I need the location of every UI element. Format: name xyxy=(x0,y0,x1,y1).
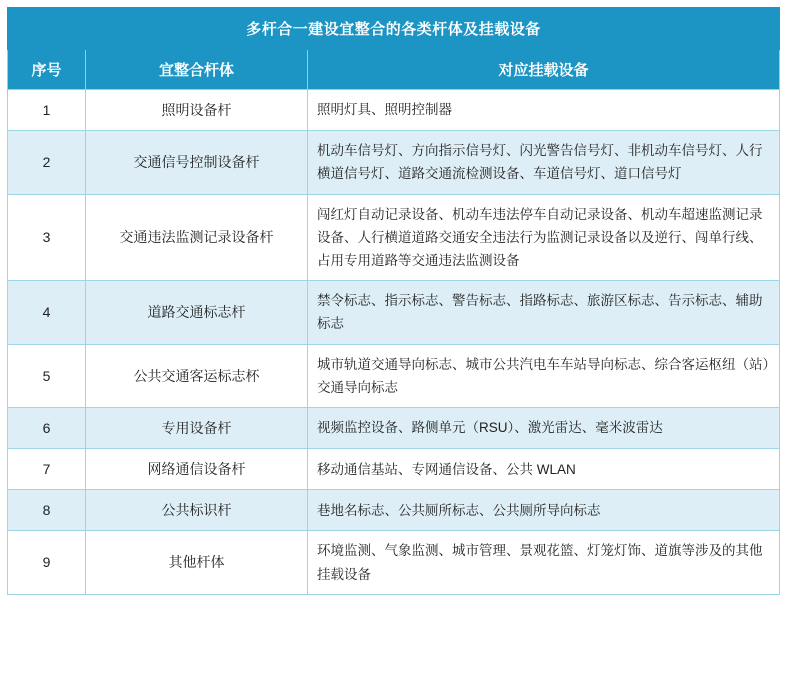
table-body xyxy=(8,90,780,595)
row-equipment-list: 闯红灯自动记录设备、机动车违法停车自动记录设备、机动车超速监测记录设备、人行横道道路交通安全违法行为监测记录设备以及逆行、闯单行线、占用专用道路等交通违法监测设备 xyxy=(308,194,780,281)
table-row xyxy=(8,90,780,131)
row-index: 4 xyxy=(8,281,86,344)
row-pole-type: 其他杆体 xyxy=(86,531,308,594)
row-pole-type: 网络通信设备杆 xyxy=(86,449,308,490)
row-equipment-list: 巷地名标志、公共厕所标志、公共厕所导向标志 xyxy=(308,490,780,531)
row-index: 8 xyxy=(8,490,86,531)
row-equipment-list: 城市轨道交通导向标志、城市公共汽电车车站导向标志、综合客运枢纽（站）交通导向标志 xyxy=(308,344,780,407)
column-header-index: 序号 xyxy=(8,50,86,90)
table-row xyxy=(8,344,780,407)
row-index: 5 xyxy=(8,344,86,407)
row-index: 9 xyxy=(8,531,86,594)
row-pole-type: 道路交通标志杆 xyxy=(86,281,308,344)
row-index: 6 xyxy=(8,408,86,449)
row-pole-type: 照明设备杆 xyxy=(86,90,308,131)
row-equipment-list: 视频监控设备、路侧单元（RSU）、激光雷达、毫米波雷达 xyxy=(308,408,780,449)
table-column-headers xyxy=(8,50,780,90)
row-index: 7 xyxy=(8,449,86,490)
table-row xyxy=(8,281,780,344)
pole-integration-table-container xyxy=(0,7,786,595)
table-row xyxy=(8,131,780,194)
row-pole-type: 交通信号控制设备杆 xyxy=(86,131,308,194)
table-title-row xyxy=(8,8,780,50)
row-equipment-list: 禁令标志、指示标志、警告标志、指路标志、旅游区标志、告示标志、辅助标志 xyxy=(308,281,780,344)
table-row xyxy=(8,194,780,281)
table-row xyxy=(8,449,780,490)
row-index: 3 xyxy=(8,194,86,281)
row-pole-type: 公共交通客运标志杯 xyxy=(86,344,308,407)
table-row xyxy=(8,490,780,531)
column-header-pole: 宜整合杆体 xyxy=(86,50,308,90)
table-row xyxy=(8,531,780,594)
table-header xyxy=(8,8,780,90)
row-pole-type: 公共标识杆 xyxy=(86,490,308,531)
row-pole-type: 交通违法监测记录设备杆 xyxy=(86,194,308,281)
table-title: 多杆合一建设宜整合的各类杆体及挂载设备 xyxy=(8,8,780,50)
table-row xyxy=(8,408,780,449)
row-pole-type: 专用设备杆 xyxy=(86,408,308,449)
row-index: 1 xyxy=(8,90,86,131)
row-equipment-list: 照明灯具、照明控制器 xyxy=(308,90,780,131)
row-equipment-list: 移动通信基站、专网通信设备、公共 WLAN xyxy=(308,449,780,490)
row-equipment-list: 机动车信号灯、方向指示信号灯、闪光警告信号灯、非机动车信号灯、人行横道信号灯、道路交通流检测设备、车道信号灯、道口信号灯 xyxy=(308,131,780,194)
row-index: 2 xyxy=(8,131,86,194)
row-equipment-list: 环境监测、气象监测、城市管理、景观花篮、灯笼灯饰、道旗等涉及的其他挂载设备 xyxy=(308,531,780,594)
column-header-equipment: 对应挂载设备 xyxy=(308,50,780,90)
pole-integration-table xyxy=(7,7,780,595)
